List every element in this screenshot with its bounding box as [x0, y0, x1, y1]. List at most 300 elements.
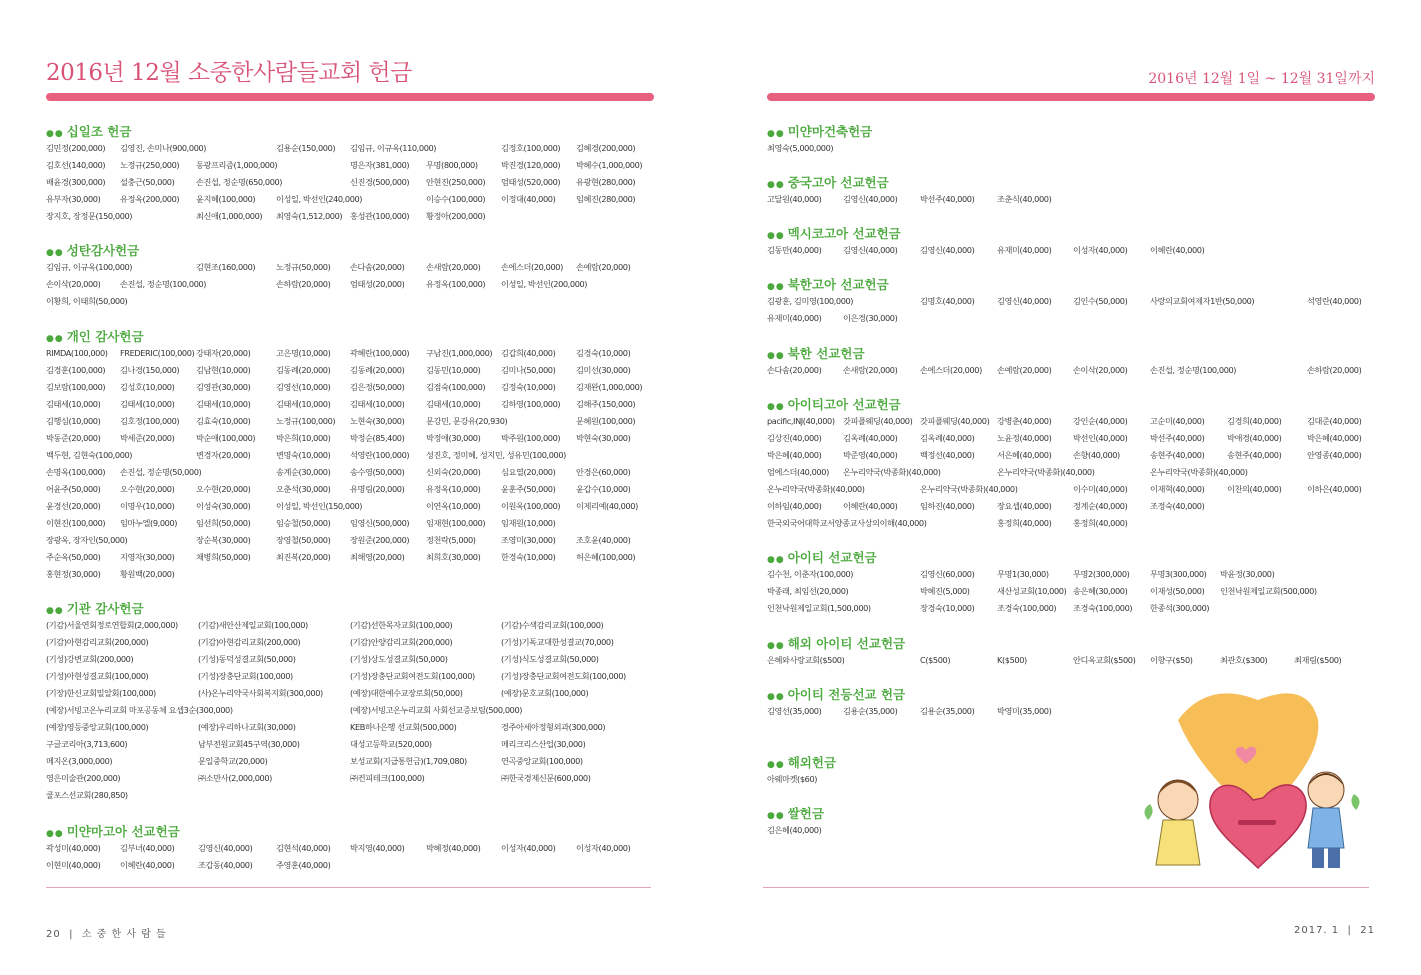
- donor-entry: 곽성미(40,000): [46, 843, 101, 853]
- donor-entry: 이재성(50,000): [1150, 586, 1205, 596]
- donor-entry: 김영신(40,000): [997, 296, 1052, 306]
- donor-entry: 김태세(10,000): [120, 399, 175, 409]
- donor-row: [46, 208, 666, 225]
- donor-entry: 구글코리아(3,713,600): [46, 739, 128, 749]
- donor-entry: (기성)상도성결교회(50,000): [350, 654, 448, 664]
- donor-entry: FREDERIC(100,000): [120, 348, 195, 358]
- donor-entry: 설충근(50,000): [120, 177, 175, 187]
- donor-entry: 김현조(160,000): [196, 262, 256, 272]
- donor-entry: 아웨마켓($60): [767, 774, 818, 784]
- donor-entry: 박영미(35,000): [997, 706, 1052, 716]
- donor-entry: 노정규(50,000): [276, 262, 331, 272]
- donor-row: [46, 191, 666, 208]
- donor-entry: 손진섭, 정순명(100,000): [1150, 365, 1237, 375]
- offering-section: [767, 225, 1387, 259]
- heart-slot: [1238, 820, 1276, 825]
- donor-entry: (기성)장충단교회여전도회(100,000): [350, 671, 475, 681]
- donor-entry: 박선주(40,000): [920, 194, 975, 204]
- bullet-dots-icon: ●●: [767, 282, 785, 292]
- donor-entry: 김광훈, 김미영(100,000): [767, 296, 854, 306]
- donor-entry: 박현숙(30,000): [576, 433, 631, 443]
- donor-entry: 경주아세아정형외과(300,000): [501, 722, 606, 732]
- donor-row: [46, 549, 666, 566]
- offering-section: [46, 600, 666, 804]
- donor-entry: 변경자(20,000): [196, 450, 251, 460]
- donor-row: [46, 719, 666, 736]
- donor-row: [767, 362, 1387, 379]
- donor-entry: 유정옥(200,000): [120, 194, 180, 204]
- leaf: [1351, 794, 1359, 810]
- donor-entry: 최진복(20,000): [276, 552, 331, 562]
- magazine-name: 소 중 한 사 람 들: [81, 929, 167, 940]
- donor-entry: 배윤경(300,000): [46, 177, 106, 187]
- bullet-dots-icon: ●●: [767, 402, 785, 412]
- donor-entry: 최해영(20,000): [350, 552, 405, 562]
- donor-entry: 황원백(20,000): [120, 569, 175, 579]
- donor-row: [46, 634, 666, 651]
- donor-entry: 이향구($50): [1150, 655, 1193, 665]
- donor-row: [46, 174, 666, 191]
- issue-date: 2017. 1: [1293, 925, 1340, 936]
- donor-entry: 박주원(100,000): [501, 433, 561, 443]
- donor-entry: 은혜와사랑교회($500): [767, 655, 845, 665]
- donor-entry: 박정순(85,400): [350, 433, 405, 443]
- donor-entry: (기장)한신교회밀알회(100,000): [46, 688, 156, 698]
- donor-entry: 박준영(40,000): [843, 450, 898, 460]
- donor-entry: (예장)문호교회(100,000): [501, 688, 589, 698]
- page-number: 20: [46, 929, 61, 940]
- donor-entry: 박정애(30,000): [426, 433, 481, 443]
- donor-row: [46, 396, 666, 413]
- section-title-label: 북한 선교헌금: [787, 346, 865, 361]
- donor-entry: 어윤주(50,000): [46, 484, 101, 494]
- section-title: [46, 823, 666, 840]
- donor-entry: (기감)아현감리교회(200,000): [46, 637, 149, 647]
- donor-entry: 메리크리스산업(30,000): [501, 739, 586, 749]
- donor-entry: 김보람(100,000): [46, 382, 106, 392]
- donor-entry: 송계순(30,000): [276, 467, 331, 477]
- section-title-label: 미얀마건축헌금: [787, 124, 873, 139]
- donor-entry: 곽혜란(100,000): [350, 348, 410, 358]
- donor-entry: 노윤정(40,000): [997, 433, 1052, 443]
- donor-entry: 김임규, 이규옥(100,000): [46, 262, 133, 272]
- section-title-label: 성탄감사헌금: [66, 243, 140, 258]
- date-range: 2016년 12월 1일 ~ 12월 31일까지: [1148, 71, 1375, 87]
- donor-entry: 이재혁(40,000): [1150, 484, 1205, 494]
- donor-entry: 온누리약국(박종화)(40,000): [997, 467, 1095, 477]
- section-title: [767, 276, 1387, 293]
- donor-entry: 오춘석(30,000): [276, 484, 331, 494]
- bullet-dots-icon: ●●: [767, 692, 785, 702]
- donor-entry: (기성)동덕성결교회(50,000): [198, 654, 296, 664]
- donor-entry: 손하람(20,000): [276, 279, 331, 289]
- donor-entry: 박애경(40,000): [1227, 433, 1282, 443]
- donor-entry: 김동례(20,000): [276, 365, 331, 375]
- donor-entry: 이승수(100,000): [426, 194, 486, 204]
- donor-entry: 김영신(40,000): [843, 245, 898, 255]
- donor-entry: 엄태성(20,000): [350, 279, 405, 289]
- offering-section: [46, 328, 666, 583]
- donor-entry: 김나경(150,000): [120, 365, 180, 375]
- donor-entry: 홍정희(40,000): [1073, 518, 1128, 528]
- donor-entry: 김상진(40,000): [767, 433, 822, 443]
- bullet-dots-icon: ●●: [46, 129, 64, 139]
- bottom-rule: [46, 887, 651, 888]
- donor-entry: 김하영(100,000): [501, 399, 561, 409]
- donor-entry: 김재완(1,000,000): [576, 382, 643, 392]
- donor-entry: 김호정(100,000): [120, 416, 180, 426]
- donor-entry: 김영신(40,000): [198, 843, 253, 853]
- donor-entry: 유정옥(10,000): [426, 484, 481, 494]
- donor-entry: 조경숙(100,000): [997, 603, 1057, 613]
- donor-entry: 최희호(30,000): [426, 552, 481, 562]
- donor-entry: 이성일, 박선인(200,000): [501, 279, 588, 289]
- donor-row: [767, 140, 1387, 157]
- donor-entry: 이성자(40,000): [576, 843, 631, 853]
- donor-entry: 송현주(40,000): [1150, 450, 1205, 460]
- donor-entry: 박동준(20,000): [46, 433, 101, 443]
- donor-entry: 박지영(40,000): [350, 843, 405, 853]
- donor-entry: (예장)서빙고온누리교회 사회선교증보팀(500,000): [350, 705, 523, 715]
- donor-row: [767, 652, 1387, 669]
- section-title: [767, 549, 1387, 566]
- donor-entry: 손진섭, 정순명(100,000): [120, 279, 207, 289]
- donor-entry: 강인순(40,000): [1073, 416, 1128, 426]
- donor-entry: 김갑희(40,000): [501, 348, 556, 358]
- donor-entry: 박은희(10,000): [276, 433, 331, 443]
- donor-row: [767, 566, 1387, 583]
- offering-section: [767, 123, 1387, 157]
- donor-entry: K($500): [997, 655, 1027, 665]
- donor-row: [46, 447, 666, 464]
- donor-entry: 장경숙(10,000): [920, 603, 975, 613]
- donor-entry: 이성자(40,000): [1073, 245, 1128, 255]
- donor-entry: 이혜란(40,000): [1150, 245, 1205, 255]
- page-footer-right: 2017. 1 | 21: [1293, 925, 1375, 936]
- donor-row: [46, 787, 666, 804]
- donor-entry: 조춘식(40,000): [997, 194, 1052, 204]
- donor-entry: 손다솜(20,000): [350, 262, 405, 272]
- donor-entry: 김명호(40,000): [920, 296, 975, 306]
- donor-row: [46, 498, 666, 515]
- donor-entry: 김점숙(100,000): [426, 382, 486, 392]
- donor-row: [46, 293, 666, 310]
- bullet-dots-icon: ●●: [46, 334, 64, 344]
- donor-entry: 송수영(50,000): [350, 467, 405, 477]
- donor-entry: RIMDA(100,000): [46, 348, 108, 358]
- donor-entry: 인천낙원제일교회(500,000): [1220, 586, 1317, 596]
- donor-entry: 김영신(40,000): [843, 194, 898, 204]
- donor-entry: 김태세(10,000): [276, 399, 331, 409]
- donor-entry: 보성교회(지급통헌금)(1,709,080): [350, 756, 467, 766]
- donor-entry: 박은혜(40,000): [767, 450, 822, 460]
- donor-entry: 동광프리즘(1,000,000): [196, 160, 278, 170]
- donor-entry: 이제리예(40,000): [576, 501, 638, 511]
- donor-entry: 이연옥(10,000): [426, 501, 481, 511]
- donor-entry: 이성자(40,000): [501, 843, 556, 853]
- donor-entry: 무명3(300,000): [1150, 569, 1207, 579]
- donor-entry: 박혜진(5,000): [920, 586, 970, 596]
- section-title-label: 멕시코고아 선교헌금: [787, 226, 901, 241]
- donor-entry: 박혜정(40,000): [426, 843, 481, 853]
- title-underline: [767, 93, 1375, 101]
- donor-entry: 주영훈(40,000): [276, 860, 331, 870]
- section-title: [767, 225, 1387, 242]
- donor-row: [46, 345, 666, 362]
- section-title: [46, 242, 666, 259]
- donor-entry: 온누리약국(박종화)(40,000): [767, 484, 865, 494]
- donor-row: [46, 481, 666, 498]
- donor-entry: 백두현, 김현숙(100,000): [46, 450, 133, 460]
- donor-entry: 이원옥(100,000): [501, 501, 561, 511]
- donor-entry: 유정옥(100,000): [426, 279, 486, 289]
- donor-entry: 안영종(40,000): [1307, 450, 1362, 460]
- donor-entry: 조경숙(100,000): [1073, 603, 1133, 613]
- donor-entry: 쿨포스선교회(280,850): [46, 790, 128, 800]
- bullet-dots-icon: ●●: [767, 351, 785, 361]
- offering-section: [767, 635, 1387, 669]
- section-title: [767, 174, 1387, 191]
- donor-entry: 김용순(35,000): [843, 706, 898, 716]
- donor-entry: 갓피플웨딩(40,000): [920, 416, 990, 426]
- donor-entry: 손예람(20,000): [997, 365, 1052, 375]
- donor-entry: 메지온(3,000,000): [46, 756, 113, 766]
- bullet-dots-icon: ●●: [46, 606, 64, 616]
- bullet-dots-icon: ●●: [46, 829, 64, 839]
- section-title-label: 미얀마고아 선교헌금: [66, 824, 180, 839]
- donor-entry: 김성호(10,000): [120, 382, 175, 392]
- donor-entry: 임혜진(280,000): [576, 194, 636, 204]
- donor-entry: (기감)선한목자교회(100,000): [350, 620, 453, 630]
- donor-entry: 김호선(140,000): [46, 160, 106, 170]
- donor-entry: 문혜원(100,000): [576, 416, 636, 426]
- bullet-dots-icon: ●●: [767, 641, 785, 651]
- donor-entry: 손이삭(20,000): [1073, 365, 1128, 375]
- section-title: [46, 328, 666, 345]
- donor-entry: 이황희, 이태희(50,000): [46, 296, 128, 306]
- donor-entry: 강병춘(40,000): [997, 416, 1052, 426]
- donor-entry: 임승철(50,000): [276, 518, 331, 528]
- donor-entry: 김은정(50,000): [350, 382, 405, 392]
- donor-entry: 김태세(10,000): [196, 399, 251, 409]
- offering-section: [46, 123, 666, 225]
- donor-entry: 김임규, 이규옥(110,000): [350, 143, 437, 153]
- donor-entry: 대성고등학교(520,000): [350, 739, 432, 749]
- donor-entry: 김용순(35,000): [920, 706, 975, 716]
- page-title: 2016년 12월 소중한사람들교회 헌금: [46, 60, 412, 86]
- donor-row: [767, 515, 1387, 532]
- donor-entry: 유재미(40,000): [997, 245, 1052, 255]
- section-title-label: 십일조 헌금: [66, 124, 132, 139]
- donor-row: [46, 685, 666, 702]
- donor-row: [767, 242, 1387, 259]
- donor-entry: 최재림($500): [1294, 655, 1342, 665]
- donor-entry: 고순미(40,000): [1150, 416, 1205, 426]
- donor-entry: C($500): [920, 655, 951, 665]
- donor-entry: 오수현(20,000): [196, 484, 251, 494]
- donor-entry: 임재현(100,000): [426, 518, 486, 528]
- donor-entry: 엄에스더(40,000): [767, 467, 829, 477]
- donor-entry: 김해주(150,000): [576, 399, 636, 409]
- donor-entry: 석영란(100,000): [350, 450, 410, 460]
- donor-entry: 김정숙(10,000): [501, 382, 556, 392]
- donor-entry: 문일중학교(20,000): [198, 756, 268, 766]
- bullet-dots-icon: ●●: [46, 248, 64, 258]
- donor-entry: 장영철(50,000): [276, 535, 331, 545]
- donor-entry: 박순애(100,000): [196, 433, 256, 443]
- donor-row: [46, 668, 666, 685]
- donor-entry: 윤훈주(50,000): [501, 484, 556, 494]
- donor-entry: (기감)안양감리교회(200,000): [350, 637, 453, 647]
- donor-row: [46, 464, 666, 481]
- bullet-dots-icon: ●●: [767, 555, 785, 565]
- donor-entry: 오수현(20,000): [120, 484, 175, 494]
- donor-entry: 이혜란(40,000): [843, 501, 898, 511]
- page-footer-left: 20 | 소 중 한 사 람 들: [46, 929, 167, 940]
- donor-entry: (기감)수색감리교회(100,000): [501, 620, 604, 630]
- donor-entry: (예장)서빙고온누리교회 마포공동체 요셉3순(300,000): [46, 705, 233, 715]
- donor-entry: 허은혜(100,000): [576, 552, 636, 562]
- donor-entry: 김경숙(10,000): [576, 348, 631, 358]
- section-title-label: 북한고아 선교헌금: [787, 277, 889, 292]
- donor-row: [46, 753, 666, 770]
- donor-entry: 홍정희(40,000): [997, 518, 1052, 528]
- donor-entry: 장원준(200,000): [350, 535, 410, 545]
- donor-row: [767, 600, 1387, 617]
- donor-entry: 이성숙(30,000): [196, 501, 251, 511]
- section-title-label: 개인 감사헌금: [66, 329, 144, 344]
- donor-entry: 손에스더(20,000): [920, 365, 982, 375]
- donor-entry: 김대준(40,000): [1307, 416, 1362, 426]
- donor-entry: 박진경(120,000): [501, 160, 561, 170]
- donor-entry: 손명옥(100,000): [46, 467, 106, 477]
- donor-row: [46, 430, 666, 447]
- donor-entry: 김태세(10,000): [46, 399, 101, 409]
- donor-entry: 사랑의교회여제자1반(50,000): [1150, 296, 1255, 306]
- donor-entry: 김영진, 손미나(900,000): [120, 143, 207, 153]
- donor-entry: ㈜컨피테크(100,000): [350, 773, 425, 783]
- donor-entry: 김정호(100,000): [501, 143, 561, 153]
- donor-entry: pacific,INJ(40,000): [767, 416, 835, 426]
- donor-entry: 명은자(381,000): [350, 160, 410, 170]
- donor-row: [46, 857, 666, 874]
- offering-section: [46, 242, 666, 310]
- donor-entry: 정천락(5,000): [426, 535, 476, 545]
- donor-entry: 유부자(30,000): [46, 194, 101, 204]
- page-number: 21: [1360, 925, 1375, 936]
- left-page: [0, 0, 710, 975]
- donor-entry: 윤지혜(100,000): [196, 194, 256, 204]
- donor-entry: 이명우(10,000): [120, 501, 175, 511]
- offering-section: [767, 396, 1387, 532]
- donor-entry: 박혜수(1,000,000): [576, 160, 643, 170]
- donor-entry: (예장)우리하나교회(30,000): [198, 722, 296, 732]
- bullet-dots-icon: ●●: [767, 180, 785, 190]
- donor-entry: 김효숙(10,000): [196, 416, 251, 426]
- donor-entry: 손이삭(20,000): [46, 279, 101, 289]
- donor-entry: 최영숙(5,000,000): [767, 143, 834, 153]
- donor-entry: 김인수(50,000): [1073, 296, 1128, 306]
- section-title: [46, 600, 666, 617]
- donor-entry: 이수미(40,000): [1073, 484, 1128, 494]
- girl-figure: [1156, 780, 1200, 865]
- donor-entry: (기성)강변교회(200,000): [46, 654, 134, 664]
- donor-row: [46, 515, 666, 532]
- bullet-dots-icon: ●●: [767, 231, 785, 241]
- section-title-label: 기관 감사헌금: [66, 601, 144, 616]
- donor-entry: (기감)새안산제일교회(100,000): [198, 620, 308, 630]
- donor-entry: 손새람(20,000): [426, 262, 481, 272]
- section-title-label: 해외헌금: [787, 755, 837, 770]
- donor-entry: 손예람(20,000): [576, 262, 631, 272]
- donor-entry: 조갑동(40,000): [198, 860, 253, 870]
- donor-entry: (기성)기독교대한성결교(70,000): [501, 637, 614, 647]
- donor-entry: 김영신(40,000): [920, 245, 975, 255]
- donor-entry: 이현진(100,000): [46, 518, 106, 528]
- donor-entry: 온누리약국(박종화)(40,000): [920, 484, 1018, 494]
- donor-row: [46, 276, 666, 293]
- donor-entry: 조정숙(40,000): [1150, 501, 1205, 511]
- donor-entry: 한종석(300,000): [1150, 603, 1210, 613]
- donor-entry: 이혜란(40,000): [120, 860, 175, 870]
- donor-entry: 김동민(10,000): [426, 365, 481, 375]
- donor-row: [46, 840, 666, 857]
- donor-entry: 장지호, 장정문(150,000): [46, 211, 133, 221]
- donor-entry: 성진호, 정미혜, 성지민, 성유민(100,000): [426, 450, 566, 460]
- donor-entry: 장광옥, 장자인(50,000): [46, 535, 128, 545]
- donor-row: [767, 498, 1387, 515]
- donor-entry: 변명숙(10,000): [276, 450, 331, 460]
- donor-entry: 손새람(20,000): [843, 365, 898, 375]
- donor-entry: 김행심(10,000): [46, 416, 101, 426]
- donor-row: [46, 651, 666, 668]
- donor-row: [46, 617, 666, 634]
- donor-entry: 김민정(200,000): [46, 143, 106, 153]
- donor-entry: 김영관(30,000): [196, 382, 251, 392]
- donor-entry: 김태세(10,000): [426, 399, 481, 409]
- donor-entry: 윤갑수(10,000): [576, 484, 631, 494]
- donor-entry: 김경훈(100,000): [46, 365, 106, 375]
- donor-entry: (예장)영등중앙교회(100,000): [46, 722, 149, 732]
- donor-entry: 노정규(250,000): [120, 160, 180, 170]
- donor-entry: 임선희(50,000): [196, 518, 251, 528]
- section-title: [767, 123, 1387, 140]
- donor-entry: 손향(40,000): [1073, 450, 1120, 460]
- donor-entry: 김동례(20,000): [350, 365, 405, 375]
- donor-entry: 김혜경(200,000): [576, 143, 636, 153]
- donor-entry: 인천낙원제일교회(1,500,000): [767, 603, 871, 613]
- donor-entry: 김경희(40,000): [1227, 416, 1282, 426]
- donor-row: [46, 702, 666, 719]
- donor-entry: 김옥례(40,000): [920, 433, 975, 443]
- donor-entry: 윤경선(20,000): [46, 501, 101, 511]
- donor-entry: 강태자(20,000): [196, 348, 251, 358]
- donor-entry: 최관호($300): [1220, 655, 1268, 665]
- donor-entry: 신외숙(20,000): [426, 467, 481, 477]
- donor-entry: 김남현(10,000): [196, 365, 251, 375]
- donor-entry: 홍현정(30,000): [46, 569, 101, 579]
- donor-entry: 노정규(100,000): [276, 416, 336, 426]
- donor-entry: 주순옥(50,000): [46, 552, 101, 562]
- donor-row: [46, 770, 666, 787]
- donor-row: [767, 430, 1387, 447]
- donor-entry: 이성일, 박선인(150,000): [276, 501, 363, 511]
- donor-entry: 이찬의(40,000): [1227, 484, 1282, 494]
- donor-entry: 최신애(1,000,000): [196, 211, 263, 221]
- donor-entry: 박선주(40,000): [1150, 433, 1205, 443]
- offering-section: [46, 823, 666, 874]
- donor-entry: 송은혜(30,000): [1073, 586, 1128, 596]
